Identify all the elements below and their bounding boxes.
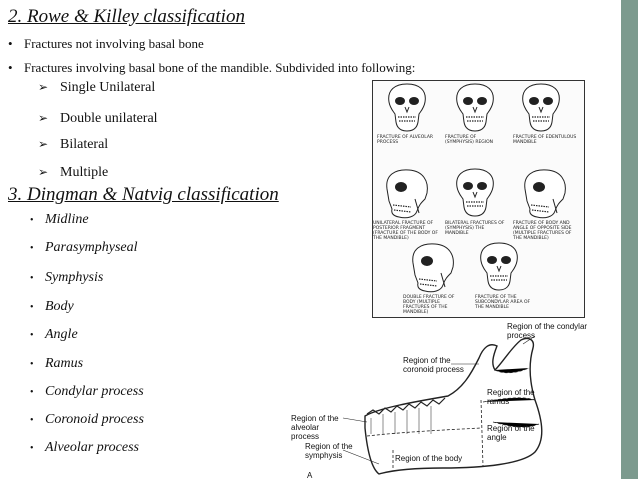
dingman-item: • Condylar process — [30, 384, 144, 399]
dingman-item: • Coronoid process — [30, 412, 144, 427]
dingman-item: • Angle — [30, 327, 78, 342]
rowe-sub-1: ➢ Single Unilateral — [38, 80, 156, 95]
figure-letter: A — [307, 471, 313, 480]
dingman-item: • Midline — [30, 212, 89, 227]
skull-caption: FRACTURE OF (SYMPHYSIS) REGION — [445, 135, 494, 145]
rowe-sub-2: ➢ Double unilateral — [38, 111, 158, 126]
label-condylar: Region of the condylar process — [507, 322, 588, 340]
dingman-item: • Symphysis — [30, 270, 104, 285]
dingman-item: • Alveolar process — [30, 440, 139, 455]
label-alveolar: Region of the alveolar process — [291, 414, 339, 441]
skull-caption: DOUBLE FRACTURE OF BODY (MULTIPLE FRACTURES OF THE MANDIBLE) — [403, 295, 455, 315]
label-body: Region of the body — [395, 454, 463, 463]
rowe-sub-4: ➢ Multiple — [38, 165, 109, 180]
mandible-regions-diagram — [283, 318, 593, 479]
label-ramus: Region of the ramus — [487, 388, 535, 406]
rowe-killey-heading: 2. Rowe & Killey classification — [8, 6, 245, 27]
dingman-item: • Ramus — [30, 356, 84, 371]
skull-caption: FRACTURE OF ALVEOLAR PROCESS — [377, 135, 434, 145]
rowe-bullet-2: • Fractures involving basal bone of the mandible. Subdivided into following: — [8, 60, 416, 75]
rowe-bullet-1: • Fractures not involving basal bone — [8, 36, 204, 51]
label-symphysis: Region of the symphysis — [305, 442, 353, 460]
dingman-natvig-heading: 3. Dingman & Natvig classification — [8, 184, 279, 205]
skull-fracture-illustrations — [372, 80, 585, 318]
skull-drawings — [373, 81, 584, 317]
dingman-item: • Parasymphyseal — [30, 240, 138, 255]
skull-caption: UNILATERAL FRACTURE OF POSTERIOR FRAGMENT (FRACTURE OF THE BODY OF THE MANDIBLE) — [373, 221, 438, 241]
label-coronoid: Region of the coronoid process — [403, 356, 464, 374]
label-angle: Region of the angle — [487, 424, 535, 442]
accent-sidebar — [621, 0, 638, 479]
skull-caption: FRACTURE OF BODY AND ANGLE OF OPPOSITE SIDE (MULTIPLE FRACTURES OF THE MANDIBLE) — [513, 221, 572, 241]
skull-caption: FRACTURE OF EDENTULOUS MANDIBLE — [513, 135, 577, 145]
skull-caption: FRACTURE OF THE SUBCONDYLAR AREA OF THE MANDIBLE — [475, 295, 531, 310]
rowe-sub-3: ➢ Bilateral — [38, 137, 109, 152]
skull-caption: BILATERAL FRACTURES OF (SYMPHYSIS) THE MANDIBLE — [445, 221, 505, 236]
dingman-item: • Body — [30, 299, 74, 314]
